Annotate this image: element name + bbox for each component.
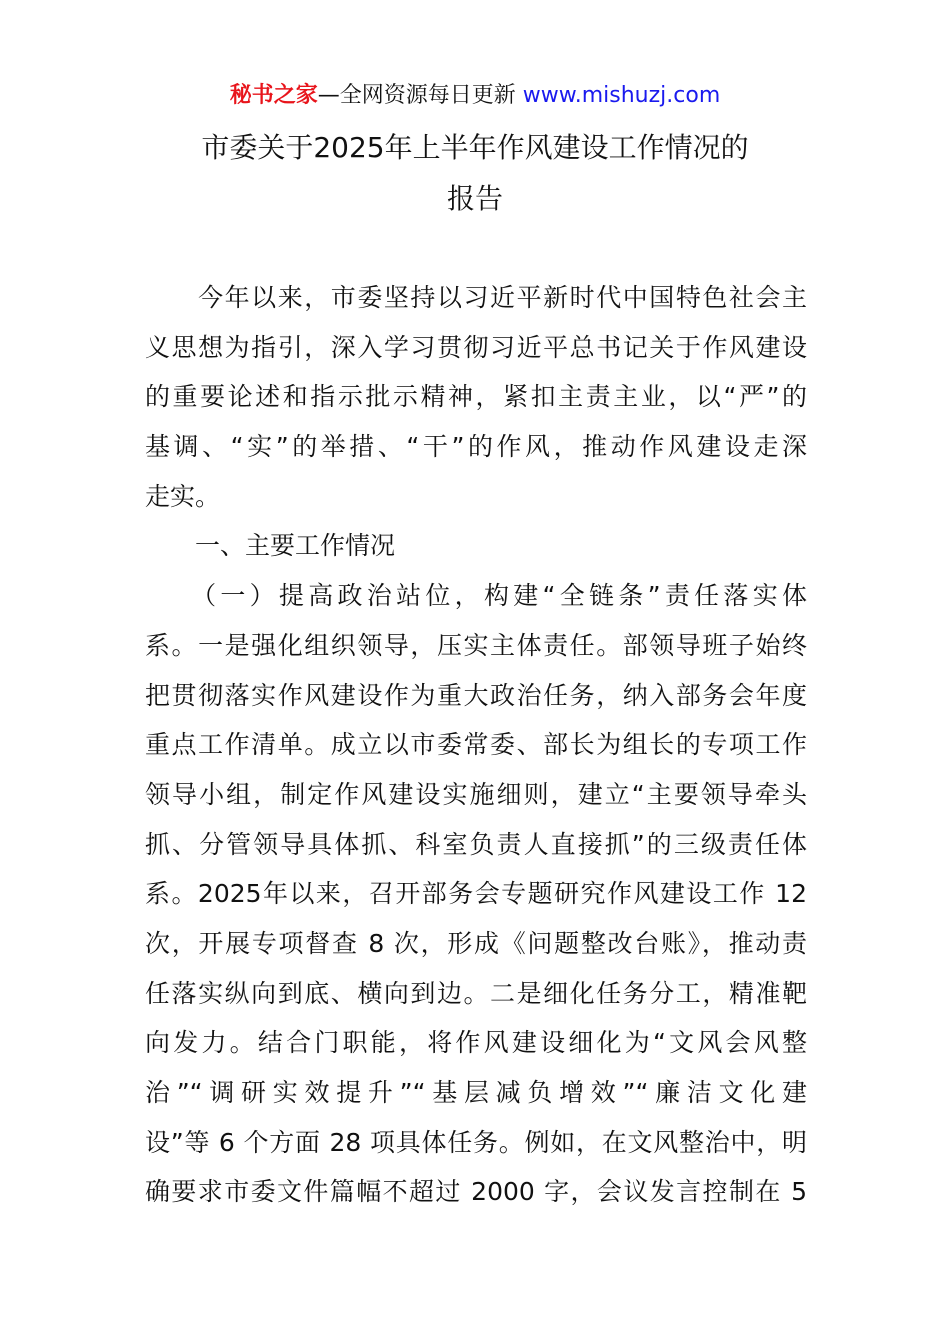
body-line: 次，开展专项督查 8 次，形成《问题整改台账》，推动责	[145, 928, 807, 958]
body-line: 的重要论述和指示批示精神，紧扣主责主业，以“严”的	[145, 382, 807, 412]
document-title	[0, 122, 950, 224]
body-line: （一）提高政治站位，构建“全链条”责任落实体	[145, 581, 807, 611]
body-line: 基调、“实”的举措、“干”的作风，推动作风建设走深	[145, 432, 807, 462]
document-title-line-2: 报告	[446, 182, 503, 215]
section-heading: 一、主要工作情况	[145, 531, 396, 561]
body-line: 设”等 6 个方面 28 项具体任务。例如，在文风整治中，明	[145, 1127, 807, 1157]
body-line: 任落实纵向到底、横向到边。二是细化任务分工，精准靶	[145, 978, 807, 1008]
brand-name: 秘书之家	[229, 83, 318, 108]
site-header	[0, 80, 950, 112]
body-line: 系。2025年以来，召开部务会专题研究作风建设工作 12	[145, 879, 807, 909]
body-line: 义思想为指引，深入学习贯彻习近平总书记关于作风建设	[145, 332, 807, 362]
brand-url-link[interactable]: www.mishuzj.com	[522, 83, 721, 108]
body-line: 治”“调研实效提升”“基层减负增效”“廉洁文化建	[145, 1078, 807, 1107]
document-title-line-1: 市委关于2025年上半年作风建设工作情况的	[201, 131, 749, 164]
body-line: 系。一是强化组织领导，压实主体责任。部领导班子始终	[145, 630, 807, 660]
body-line: 今年以来，市委坚持以习近平新时代中国特色社会主	[145, 283, 807, 312]
body-line: 重点工作清单。成立以市委常委、部长为组长的专项工作	[145, 730, 807, 760]
body-line: 向发力。结合门职能，将作风建设细化为“文风会风整	[145, 1028, 807, 1058]
body-line: 走实。	[145, 481, 221, 511]
body-line: 领导小组，制定作风建设实施细则，建立“主要领导牵头	[145, 779, 807, 809]
body-line: 把贯彻落实作风建设作为重大政治任务，纳入部务会年度	[145, 680, 807, 710]
body-line: 抓、分管领导具体抓、科室负责人直接抓”的三级责任体	[145, 829, 807, 859]
brand-tagline: —全网资源每日更新	[317, 83, 523, 108]
document-body	[145, 273, 807, 1217]
body-line: 确要求市委文件篇幅不超过 2000 字，会议发言控制在 5	[145, 1177, 807, 1207]
